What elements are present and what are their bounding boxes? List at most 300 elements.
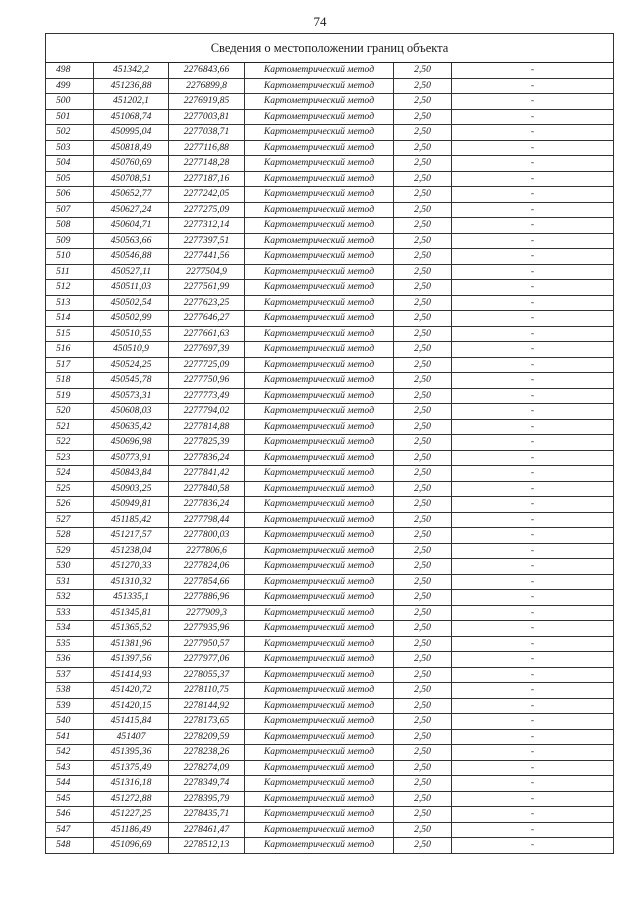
y-coordinate-cell: 2277841,42	[169, 466, 245, 482]
y-coordinate-cell: 2278349,74	[169, 776, 245, 792]
method-cell: Картометрический метод	[245, 512, 394, 528]
x-coordinate-cell: 451342,2	[94, 63, 169, 79]
accuracy-cell: 2,50	[394, 218, 452, 234]
x-coordinate-cell: 451310,32	[94, 574, 169, 590]
method-cell: Картометрический метод	[245, 714, 394, 730]
table-row	[46, 357, 614, 373]
x-coordinate-cell: 451272,88	[94, 791, 169, 807]
method-cell: Картометрический метод	[245, 125, 394, 141]
x-coordinate-cell: 450510,55	[94, 326, 169, 342]
point-number-cell: 498	[46, 63, 94, 79]
accuracy-cell: 2,50	[394, 543, 452, 559]
x-coordinate-cell: 450627,24	[94, 202, 169, 218]
method-cell: Картометрический метод	[245, 373, 394, 389]
description-cell: -	[452, 249, 614, 265]
table-row	[46, 342, 614, 358]
point-number-cell: 506	[46, 187, 94, 203]
y-coordinate-cell: 2277794,02	[169, 404, 245, 420]
method-cell: Картометрический метод	[245, 249, 394, 265]
description-cell: -	[452, 125, 614, 141]
method-cell: Картометрический метод	[245, 590, 394, 606]
y-coordinate-cell: 2277840,58	[169, 481, 245, 497]
point-number-cell: 540	[46, 714, 94, 730]
table-row	[46, 311, 614, 327]
table-row	[46, 187, 614, 203]
accuracy-cell: 2,50	[394, 745, 452, 761]
method-cell: Картометрический метод	[245, 435, 394, 451]
description-cell: -	[452, 404, 614, 420]
description-cell: -	[452, 481, 614, 497]
y-coordinate-cell: 2277977,06	[169, 652, 245, 668]
description-cell: -	[452, 667, 614, 683]
accuracy-cell: 2,50	[394, 450, 452, 466]
table-row	[46, 326, 614, 342]
y-coordinate-cell: 2277854,66	[169, 574, 245, 590]
table-row	[46, 280, 614, 296]
table-row	[46, 295, 614, 311]
accuracy-cell: 2,50	[394, 125, 452, 141]
accuracy-cell: 2,50	[394, 667, 452, 683]
table-row	[46, 714, 614, 730]
y-coordinate-cell: 2278110,75	[169, 683, 245, 699]
point-number-cell: 512	[46, 280, 94, 296]
accuracy-cell: 2,50	[394, 822, 452, 838]
table-row	[46, 140, 614, 156]
method-cell: Картометрический метод	[245, 419, 394, 435]
accuracy-cell: 2,50	[394, 512, 452, 528]
method-cell: Картометрический метод	[245, 171, 394, 187]
point-number-cell: 531	[46, 574, 94, 590]
y-coordinate-cell: 2277187,16	[169, 171, 245, 187]
description-cell: -	[452, 326, 614, 342]
description-cell: -	[452, 187, 614, 203]
y-coordinate-cell: 2277909,3	[169, 605, 245, 621]
accuracy-cell: 2,50	[394, 295, 452, 311]
accuracy-cell: 2,50	[394, 388, 452, 404]
point-number-cell: 513	[46, 295, 94, 311]
point-number-cell: 500	[46, 94, 94, 110]
description-cell: -	[452, 109, 614, 125]
x-coordinate-cell: 450502,54	[94, 295, 169, 311]
y-coordinate-cell: 2277116,88	[169, 140, 245, 156]
point-number-cell: 546	[46, 807, 94, 823]
description-cell: -	[452, 729, 614, 745]
y-coordinate-cell: 2277836,24	[169, 497, 245, 513]
y-coordinate-cell: 2277836,24	[169, 450, 245, 466]
x-coordinate-cell: 450903,25	[94, 481, 169, 497]
description-cell: -	[452, 574, 614, 590]
x-coordinate-cell: 451236,88	[94, 78, 169, 94]
y-coordinate-cell: 2277441,56	[169, 249, 245, 265]
table-row	[46, 543, 614, 559]
point-number-cell: 548	[46, 838, 94, 854]
point-number-cell: 520	[46, 404, 94, 420]
x-coordinate-cell: 450573,31	[94, 388, 169, 404]
y-coordinate-cell: 2278144,92	[169, 698, 245, 714]
accuracy-cell: 2,50	[394, 714, 452, 730]
point-number-cell: 528	[46, 528, 94, 544]
description-cell: -	[452, 264, 614, 280]
point-number-cell: 527	[46, 512, 94, 528]
x-coordinate-cell: 450604,71	[94, 218, 169, 234]
method-cell: Картометрический метод	[245, 109, 394, 125]
accuracy-cell: 2,50	[394, 264, 452, 280]
method-cell: Картометрический метод	[245, 636, 394, 652]
point-number-cell: 524	[46, 466, 94, 482]
x-coordinate-cell: 451096,69	[94, 838, 169, 854]
description-cell: -	[452, 838, 614, 854]
y-coordinate-cell: 2278238,26	[169, 745, 245, 761]
table-row	[46, 590, 614, 606]
description-cell: -	[452, 435, 614, 451]
point-number-cell: 543	[46, 760, 94, 776]
x-coordinate-cell: 450773,91	[94, 450, 169, 466]
point-number-cell: 532	[46, 590, 94, 606]
table-row	[46, 636, 614, 652]
description-cell: -	[452, 714, 614, 730]
method-cell: Картометрический метод	[245, 357, 394, 373]
x-coordinate-cell: 451397,56	[94, 652, 169, 668]
method-cell: Картометрический метод	[245, 497, 394, 513]
point-number-cell: 514	[46, 311, 94, 327]
accuracy-cell: 2,50	[394, 326, 452, 342]
x-coordinate-cell: 450563,66	[94, 233, 169, 249]
point-number-cell: 535	[46, 636, 94, 652]
y-coordinate-cell: 2277646,27	[169, 311, 245, 327]
table-row	[46, 621, 614, 637]
point-number-cell: 521	[46, 419, 94, 435]
y-coordinate-cell: 2277038,71	[169, 125, 245, 141]
x-coordinate-cell: 450524,25	[94, 357, 169, 373]
description-cell: -	[452, 745, 614, 761]
x-coordinate-cell: 451217,57	[94, 528, 169, 544]
description-cell: -	[452, 311, 614, 327]
point-number-cell: 515	[46, 326, 94, 342]
x-coordinate-cell: 450708,51	[94, 171, 169, 187]
y-coordinate-cell: 2277800,03	[169, 528, 245, 544]
table-row	[46, 218, 614, 234]
description-cell: -	[452, 233, 614, 249]
table-row	[46, 776, 614, 792]
y-coordinate-cell: 2277935,96	[169, 621, 245, 637]
description-cell: -	[452, 140, 614, 156]
accuracy-cell: 2,50	[394, 94, 452, 110]
accuracy-cell: 2,50	[394, 838, 452, 854]
accuracy-cell: 2,50	[394, 791, 452, 807]
description-cell: -	[452, 280, 614, 296]
description-cell: -	[452, 683, 614, 699]
accuracy-cell: 2,50	[394, 574, 452, 590]
x-coordinate-cell: 451420,72	[94, 683, 169, 699]
method-cell: Картометрический метод	[245, 404, 394, 420]
y-coordinate-cell: 2276843,66	[169, 63, 245, 79]
table-row	[46, 202, 614, 218]
method-cell: Картометрический метод	[245, 94, 394, 110]
method-cell: Картометрический метод	[245, 822, 394, 838]
point-number-cell: 499	[46, 78, 94, 94]
method-cell: Картометрический метод	[245, 652, 394, 668]
x-coordinate-cell: 451395,36	[94, 745, 169, 761]
description-cell: -	[452, 466, 614, 482]
y-coordinate-cell: 2276899,8	[169, 78, 245, 94]
point-number-cell: 519	[46, 388, 94, 404]
x-coordinate-cell: 450546,88	[94, 249, 169, 265]
description-cell: -	[452, 776, 614, 792]
y-coordinate-cell: 2277504,9	[169, 264, 245, 280]
x-coordinate-cell: 450510,9	[94, 342, 169, 358]
table-row	[46, 171, 614, 187]
method-cell: Картометрический метод	[245, 481, 394, 497]
description-cell: -	[452, 171, 614, 187]
method-cell: Картометрический метод	[245, 605, 394, 621]
accuracy-cell: 2,50	[394, 497, 452, 513]
description-cell: -	[452, 822, 614, 838]
accuracy-cell: 2,50	[394, 156, 452, 172]
x-coordinate-cell: 451270,33	[94, 559, 169, 575]
y-coordinate-cell: 2277148,28	[169, 156, 245, 172]
point-number-cell: 507	[46, 202, 94, 218]
y-coordinate-cell: 2277003,81	[169, 109, 245, 125]
x-coordinate-cell: 451345,81	[94, 605, 169, 621]
accuracy-cell: 2,50	[394, 202, 452, 218]
accuracy-cell: 2,50	[394, 652, 452, 668]
method-cell: Картометрический метод	[245, 683, 394, 699]
table-row	[46, 435, 614, 451]
method-cell: Картометрический метод	[245, 838, 394, 854]
y-coordinate-cell: 2277814,88	[169, 419, 245, 435]
table-row	[46, 667, 614, 683]
table-row	[46, 760, 614, 776]
table-row	[46, 388, 614, 404]
method-cell: Картометрический метод	[245, 264, 394, 280]
y-coordinate-cell: 2277773,49	[169, 388, 245, 404]
table-row	[46, 652, 614, 668]
accuracy-cell: 2,50	[394, 435, 452, 451]
x-coordinate-cell: 450527,11	[94, 264, 169, 280]
x-coordinate-cell: 450843,84	[94, 466, 169, 482]
method-cell: Картометрический метод	[245, 187, 394, 203]
x-coordinate-cell: 450995,04	[94, 125, 169, 141]
accuracy-cell: 2,50	[394, 187, 452, 203]
x-coordinate-cell: 451202,1	[94, 94, 169, 110]
method-cell: Картометрический метод	[245, 760, 394, 776]
description-cell: -	[452, 512, 614, 528]
description-cell: -	[452, 636, 614, 652]
point-number-cell: 501	[46, 109, 94, 125]
description-cell: -	[452, 605, 614, 621]
y-coordinate-cell: 2277561,99	[169, 280, 245, 296]
point-number-cell: 547	[46, 822, 94, 838]
y-coordinate-cell: 2278435,71	[169, 807, 245, 823]
y-coordinate-cell: 2278173,65	[169, 714, 245, 730]
table-row	[46, 94, 614, 110]
table-row	[46, 497, 614, 513]
method-cell: Картометрический метод	[245, 745, 394, 761]
description-cell: -	[452, 528, 614, 544]
table-row	[46, 63, 614, 79]
x-coordinate-cell: 451365,52	[94, 621, 169, 637]
y-coordinate-cell: 2278209,59	[169, 729, 245, 745]
accuracy-cell: 2,50	[394, 760, 452, 776]
method-cell: Картометрический метод	[245, 528, 394, 544]
method-cell: Картометрический метод	[245, 295, 394, 311]
point-number-cell: 544	[46, 776, 94, 792]
accuracy-cell: 2,50	[394, 683, 452, 699]
table-row	[46, 605, 614, 621]
x-coordinate-cell: 451420,15	[94, 698, 169, 714]
accuracy-cell: 2,50	[394, 342, 452, 358]
point-number-cell: 536	[46, 652, 94, 668]
accuracy-cell: 2,50	[394, 63, 452, 79]
table-title: Сведения о местоположении границ объекта	[46, 34, 614, 63]
method-cell: Картометрический метод	[245, 218, 394, 234]
table-row	[46, 822, 614, 838]
accuracy-cell: 2,50	[394, 621, 452, 637]
method-cell: Картометрический метод	[245, 63, 394, 79]
table-row	[46, 264, 614, 280]
point-number-cell: 530	[46, 559, 94, 575]
table-row	[46, 404, 614, 420]
table-row	[46, 574, 614, 590]
description-cell: -	[452, 652, 614, 668]
x-coordinate-cell: 450818,49	[94, 140, 169, 156]
y-coordinate-cell: 2277825,39	[169, 435, 245, 451]
description-cell: -	[452, 388, 614, 404]
y-coordinate-cell: 2277242,05	[169, 187, 245, 203]
point-number-cell: 505	[46, 171, 94, 187]
point-number-cell: 518	[46, 373, 94, 389]
y-coordinate-cell: 2277312,14	[169, 218, 245, 234]
point-number-cell: 503	[46, 140, 94, 156]
x-coordinate-cell: 450502,99	[94, 311, 169, 327]
method-cell: Картометрический метод	[245, 698, 394, 714]
method-cell: Картометрический метод	[245, 326, 394, 342]
accuracy-cell: 2,50	[394, 109, 452, 125]
x-coordinate-cell: 451381,96	[94, 636, 169, 652]
accuracy-cell: 2,50	[394, 280, 452, 296]
accuracy-cell: 2,50	[394, 807, 452, 823]
accuracy-cell: 2,50	[394, 171, 452, 187]
method-cell: Картометрический метод	[245, 466, 394, 482]
y-coordinate-cell: 2278274,09	[169, 760, 245, 776]
x-coordinate-cell: 450949,81	[94, 497, 169, 513]
point-number-cell: 517	[46, 357, 94, 373]
accuracy-cell: 2,50	[394, 776, 452, 792]
point-number-cell: 523	[46, 450, 94, 466]
table-row	[46, 249, 614, 265]
x-coordinate-cell: 450608,03	[94, 404, 169, 420]
accuracy-cell: 2,50	[394, 528, 452, 544]
x-coordinate-cell: 451415,84	[94, 714, 169, 730]
description-cell: -	[452, 543, 614, 559]
y-coordinate-cell: 2277950,57	[169, 636, 245, 652]
description-cell: -	[452, 78, 614, 94]
accuracy-cell: 2,50	[394, 233, 452, 249]
table-row	[46, 512, 614, 528]
table-row	[46, 156, 614, 172]
table-row	[46, 373, 614, 389]
description-cell: -	[452, 791, 614, 807]
description-cell: -	[452, 698, 614, 714]
method-cell: Картометрический метод	[245, 574, 394, 590]
y-coordinate-cell: 2277275,09	[169, 202, 245, 218]
table-title-row	[46, 34, 614, 63]
point-number-cell: 526	[46, 497, 94, 513]
x-coordinate-cell: 450696,98	[94, 435, 169, 451]
y-coordinate-cell: 2277886,96	[169, 590, 245, 606]
point-number-cell: 545	[46, 791, 94, 807]
point-number-cell: 525	[46, 481, 94, 497]
x-coordinate-cell: 451375,49	[94, 760, 169, 776]
point-number-cell: 510	[46, 249, 94, 265]
accuracy-cell: 2,50	[394, 729, 452, 745]
point-number-cell: 502	[46, 125, 94, 141]
description-cell: -	[452, 450, 614, 466]
description-cell: -	[452, 419, 614, 435]
x-coordinate-cell: 451316,18	[94, 776, 169, 792]
method-cell: Картометрический метод	[245, 311, 394, 327]
accuracy-cell: 2,50	[394, 78, 452, 94]
accuracy-cell: 2,50	[394, 698, 452, 714]
description-cell: -	[452, 373, 614, 389]
y-coordinate-cell: 2277798,44	[169, 512, 245, 528]
point-number-cell: 542	[46, 745, 94, 761]
table-row	[46, 450, 614, 466]
x-coordinate-cell: 450760,69	[94, 156, 169, 172]
accuracy-cell: 2,50	[394, 481, 452, 497]
y-coordinate-cell: 2278512,13	[169, 838, 245, 854]
accuracy-cell: 2,50	[394, 605, 452, 621]
table-row	[46, 838, 614, 854]
x-coordinate-cell: 450545,78	[94, 373, 169, 389]
method-cell: Картометрический метод	[245, 543, 394, 559]
table-row	[46, 233, 614, 249]
table-row	[46, 125, 614, 141]
accuracy-cell: 2,50	[394, 559, 452, 575]
x-coordinate-cell: 451227,25	[94, 807, 169, 823]
description-cell: -	[452, 218, 614, 234]
description-cell: -	[452, 94, 614, 110]
x-coordinate-cell: 450511,03	[94, 280, 169, 296]
y-coordinate-cell: 2278461,47	[169, 822, 245, 838]
y-coordinate-cell: 2277806,6	[169, 543, 245, 559]
table-row	[46, 698, 614, 714]
x-coordinate-cell: 451186,49	[94, 822, 169, 838]
accuracy-cell: 2,50	[394, 249, 452, 265]
y-coordinate-cell: 2277824,06	[169, 559, 245, 575]
accuracy-cell: 2,50	[394, 419, 452, 435]
method-cell: Картометрический метод	[245, 233, 394, 249]
table-row	[46, 419, 614, 435]
y-coordinate-cell: 2277623,25	[169, 295, 245, 311]
y-coordinate-cell: 2277661,63	[169, 326, 245, 342]
description-cell: -	[452, 760, 614, 776]
table-row	[46, 466, 614, 482]
method-cell: Картометрический метод	[245, 807, 394, 823]
method-cell: Картометрический метод	[245, 776, 394, 792]
accuracy-cell: 2,50	[394, 404, 452, 420]
y-coordinate-cell: 2277397,51	[169, 233, 245, 249]
point-number-cell: 522	[46, 435, 94, 451]
x-coordinate-cell: 451407	[94, 729, 169, 745]
method-cell: Картометрический метод	[245, 140, 394, 156]
accuracy-cell: 2,50	[394, 590, 452, 606]
description-cell: -	[452, 621, 614, 637]
point-number-cell: 508	[46, 218, 94, 234]
description-cell: -	[452, 342, 614, 358]
method-cell: Картометрический метод	[245, 621, 394, 637]
method-cell: Картометрический метод	[245, 280, 394, 296]
